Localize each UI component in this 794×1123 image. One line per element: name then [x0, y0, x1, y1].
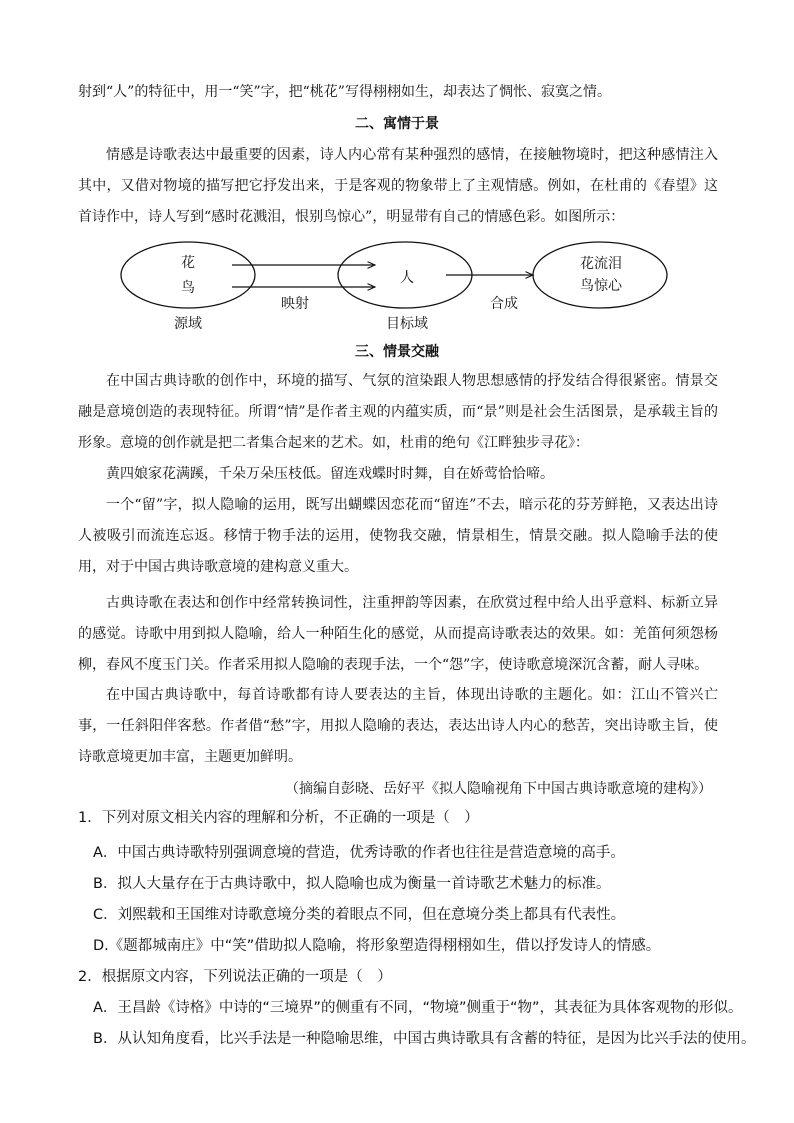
question-1-option-a: A．中国古典诗歌特别强调意境的营造，优秀诗歌的作者也往往是营造意境的高手。 [93, 845, 625, 861]
section2-heading: 二、寓情于景 [355, 116, 439, 132]
source-item-2: 鸟 [181, 280, 195, 296]
section3-paragraph-3: 古典诗歌在表达和创作中经常转换词性，注重押韵等因素，在欣赏过程中给人出乎意料、标新立异的感觉。诗歌中用到拟人隐喻，给人一种陌生化的感觉，从而提高诗歌表达的效果。如：羌笛何须怨杨柳，春风不度玉门关。作者采用拟人隐喻的表现手法，一个“怨”字，使诗歌意境深沉含蓄，耐人寻味。 [78, 595, 718, 673]
section2-paragraph: 情感是诗歌表达中最重要的因素，诗人内心常有某种强烈的感情，在接触物境时，把这种感情注入其中，又借对物境的描写把它抒发出来，于是客观的物象带上了主观情感。例如，在杜甫的《春望》这首诗作中，诗人写到“感时花溅泪，恨别鸟惊心”，明显带有自己的情感色彩。如图所示： [78, 147, 718, 225]
question-2-option-b: B．从认知角度看，比兴手法是一种隐喻思维，中国古典诗歌具有含蓄的特征，是因为比兴手法的使用。 [93, 1031, 756, 1047]
target-domain-label: 目标域 [386, 316, 428, 332]
result-item-2: 鸟惊心 [580, 278, 622, 294]
question-1-option-d: D.《题都城南庄》中“笑”借助拟人隐喻，将形象塑造得栩栩如生，借以抒发诗人的情感。 [93, 938, 661, 954]
mapping-label: 映射 [281, 296, 309, 312]
result-ellipse [533, 242, 667, 308]
mapping-diagram [0, 235, 794, 335]
source-citation: （摘编自彭晓、岳好平《拟人隐喻视角下中国古典诗歌意境的建构》） [285, 781, 712, 797]
result-item-1: 花流泪 [580, 256, 622, 272]
question-1-stem: 1．下列对原文相关内容的理解和分析，不正确的一项是（ ） [78, 810, 479, 826]
source-domain-label: 源域 [174, 316, 202, 332]
source-item-1: 花 [181, 255, 195, 271]
intro-line: 射到“人”的特征中，用一“笑”字，把“桃花”写得栩栩如生，却表达了惆怅、寂寞之情。 [78, 84, 611, 100]
section3-paragraph-2: 一个“留”字，拟人隐喻的运用，既写出蝴蝶因恋花而“留连”不去，暗示花的芬芳鲜艳，又表达出诗人被吸引而流连忘返。移情于物手法的运用，使物我交融，情景相生，情景交融。拟人隐喻手法的使用，对于中国古典诗歌意境的建构意义重大。 [78, 497, 718, 575]
question-1-option-b: B．拟人大量存在于古典诗歌中，拟人隐喻也成为衡量一首诗歌艺术魅力的标准。 [93, 876, 611, 892]
section3-heading: 三、情景交融 [355, 344, 439, 360]
target-item: 人 [400, 270, 414, 286]
poem-quote: 黄四娘家花满蹊，千朵万朵压枝低。留连戏蝶时时舞，自在娇莺恰恰啼。 [106, 466, 554, 482]
question-2-option-a: A．王昌龄《诗格》中诗的“三境界”的侧重有不同，“物境”侧重于“物”，其表征为具体客观物的形似。 [93, 1000, 743, 1016]
section3-paragraph-4: 在中国古典诗歌中，每首诗歌都有诗人要表达的主旨，体现出诗歌的主题化。如：江山不管兴亡事，一任斜阳伴客愁。作者借“愁”字，用拟人隐喻的表达，表达出诗人内心的愁苦，突出诗歌主旨，使诗歌意境更加丰富，主题更加鲜明。 [78, 687, 718, 765]
source-domain-ellipse [121, 242, 255, 308]
question-2-stem: 2．根据原文内容，下列说法正确的一项是（ ） [78, 969, 392, 985]
section3-paragraph-1: 在中国古典诗歌的创作中，环境的描写、气氛的渲染跟人物思想感情的抒发结合得很紧密。情景交融是意境创造的表现特征。所谓“情”是作者主观的内蕴实质，而“景”则是社会生活图景，是承载主旨的形象。意境的创作就是把二者集合起来的艺术。如，杜甫的绝句《江畔独步寻花》： [78, 373, 718, 451]
question-1-option-c: C．刘熙载和王国维对诗歌意境分类的着眼点不同，但在意境分类上都具有代表性。 [93, 907, 626, 923]
synthesis-label: 合成 [490, 296, 518, 312]
